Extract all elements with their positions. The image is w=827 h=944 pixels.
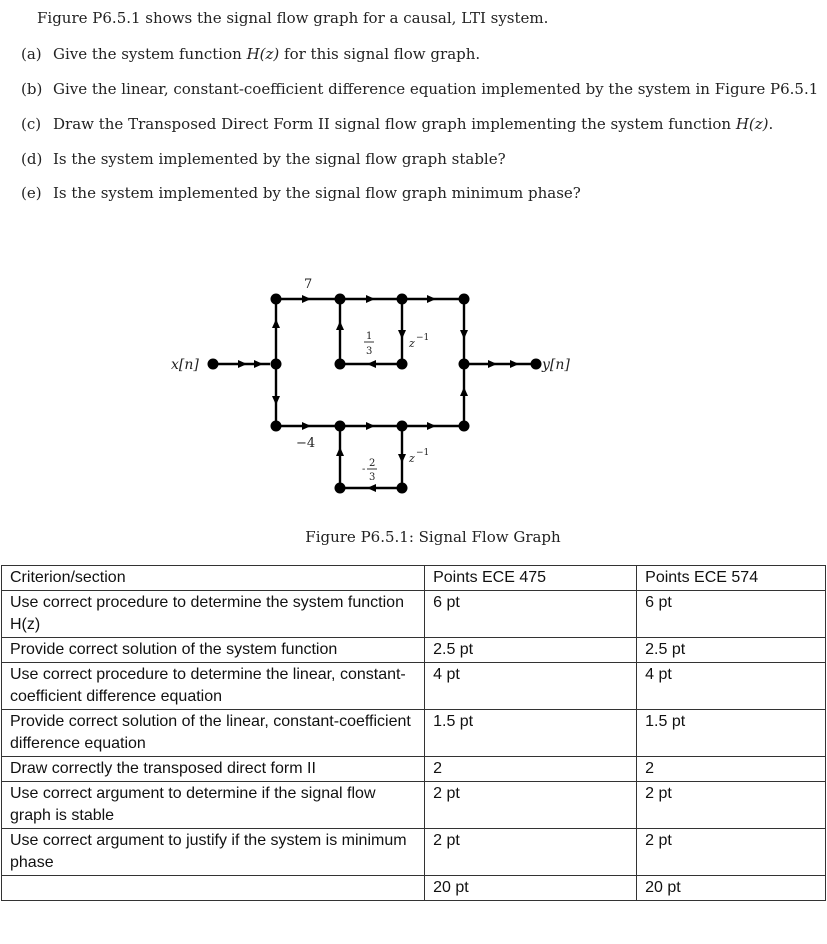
problem-intro: Figure P6.5.1 shows the signal flow graph for a causal, LTI system. (37, 9, 549, 27)
node (335, 421, 346, 432)
part-c-label: (c) (21, 115, 42, 133)
row-points-574: 2 pt (637, 829, 826, 876)
row-criterion: Use correct procedure to determine the linear, constant-coefficient difference equation (2, 663, 425, 710)
table-row (2, 591, 826, 638)
part-c-text: Draw the Transposed Direct Form II signal flow graph implementing the system function (53, 115, 736, 133)
table-row (2, 782, 826, 829)
figure-caption: Figure P6.5.1: Signal Flow Graph (305, 528, 561, 546)
node (397, 294, 408, 305)
bottom-feedback-sign: - (362, 464, 366, 475)
row-points-475: 2.5 pt (425, 638, 637, 663)
header-points-475: Points ECE 475 (425, 566, 637, 591)
row-criterion: Use correct argument to justify if the system is minimum phase (2, 829, 425, 876)
part-a-math: H(z) (246, 45, 280, 63)
part-a-label: (a) (21, 45, 42, 63)
total-points-475: 20 pt (425, 876, 637, 901)
part-d-text: Is the system implemented by the signal flow graph stable? (53, 150, 506, 168)
table-row (2, 829, 826, 876)
bottom-feedback-denominator: 3 (369, 472, 376, 483)
sum-node (459, 359, 470, 370)
table-header-row (2, 566, 826, 591)
table-row (2, 710, 826, 757)
top-delay-label: z (409, 337, 415, 350)
node (397, 483, 408, 494)
row-points-574: 2.5 pt (637, 638, 826, 663)
part-e-text: Is the system implemented by the signal flow graph minimum phase? (53, 184, 581, 202)
bottom-gain-label: −4 (296, 436, 316, 451)
header-points-574: Points ECE 574 (637, 566, 826, 591)
node (459, 421, 470, 432)
row-criterion: Use correct argument to determine if the signal flow graph is stable (2, 782, 425, 829)
part-a-text: Give the system function (53, 45, 247, 63)
header-criterion: Criterion/section (2, 566, 425, 591)
node (271, 294, 282, 305)
output-node (531, 359, 542, 370)
node (459, 294, 470, 305)
part-a-text-end: for this signal flow graph. (279, 45, 481, 63)
node (335, 294, 346, 305)
bottom-delay-exponent: −1 (416, 448, 430, 458)
row-points-475: 2 pt (425, 782, 637, 829)
row-points-574: 2 (637, 757, 826, 782)
top-feedback-denominator: 3 (366, 346, 373, 357)
row-criterion: Use correct procedure to determine the system function H(z) (2, 591, 425, 638)
row-points-475: 2 (425, 757, 637, 782)
input-label: x[n] (171, 357, 199, 373)
top-feedback-numerator: 1 (366, 331, 373, 342)
part-b-text: Give the linear, constant-coefficient difference equation implemented by the system in Figure P6.5.1 (53, 80, 819, 98)
row-points-475: 6 pt (425, 591, 637, 638)
node (335, 359, 346, 370)
node (397, 359, 408, 370)
node (335, 483, 346, 494)
table-row (2, 757, 826, 782)
bottom-delay-label: z (409, 452, 415, 465)
row-criterion: Draw correctly the transposed direct form II (2, 757, 425, 782)
node (271, 421, 282, 432)
top-gain-label: 7 (304, 277, 313, 292)
row-criterion: Provide correct solution of the system function (2, 638, 425, 663)
node (397, 421, 408, 432)
row-points-475: 1.5 pt (425, 710, 637, 757)
part-c-text-end: . (768, 115, 774, 133)
total-row (2, 876, 826, 901)
input-node (208, 359, 219, 370)
table-row (2, 663, 826, 710)
row-points-475: 2 pt (425, 829, 637, 876)
arrowheads (238, 295, 519, 492)
part-c-math: H(z) (735, 115, 769, 133)
row-points-574: 1.5 pt (637, 710, 826, 757)
part-b-label: (b) (21, 80, 43, 98)
split-node (271, 359, 282, 370)
top-delay-exponent: −1 (416, 333, 430, 343)
table-row (2, 638, 826, 663)
bottom-feedback-numerator: 2 (369, 458, 376, 469)
row-points-574: 4 pt (637, 663, 826, 710)
row-points-475: 4 pt (425, 663, 637, 710)
grading-rubric-table (1, 565, 826, 901)
total-criterion (2, 876, 425, 901)
output-label: y[n] (542, 357, 570, 373)
row-criterion: Provide correct solution of the linear, constant-coefficient difference equation (2, 710, 425, 757)
row-points-574: 6 pt (637, 591, 826, 638)
part-d-label: (d) (21, 150, 43, 168)
part-e-label: (e) (21, 184, 42, 202)
row-points-574: 2 pt (637, 782, 826, 829)
total-points-574: 20 pt (637, 876, 826, 901)
